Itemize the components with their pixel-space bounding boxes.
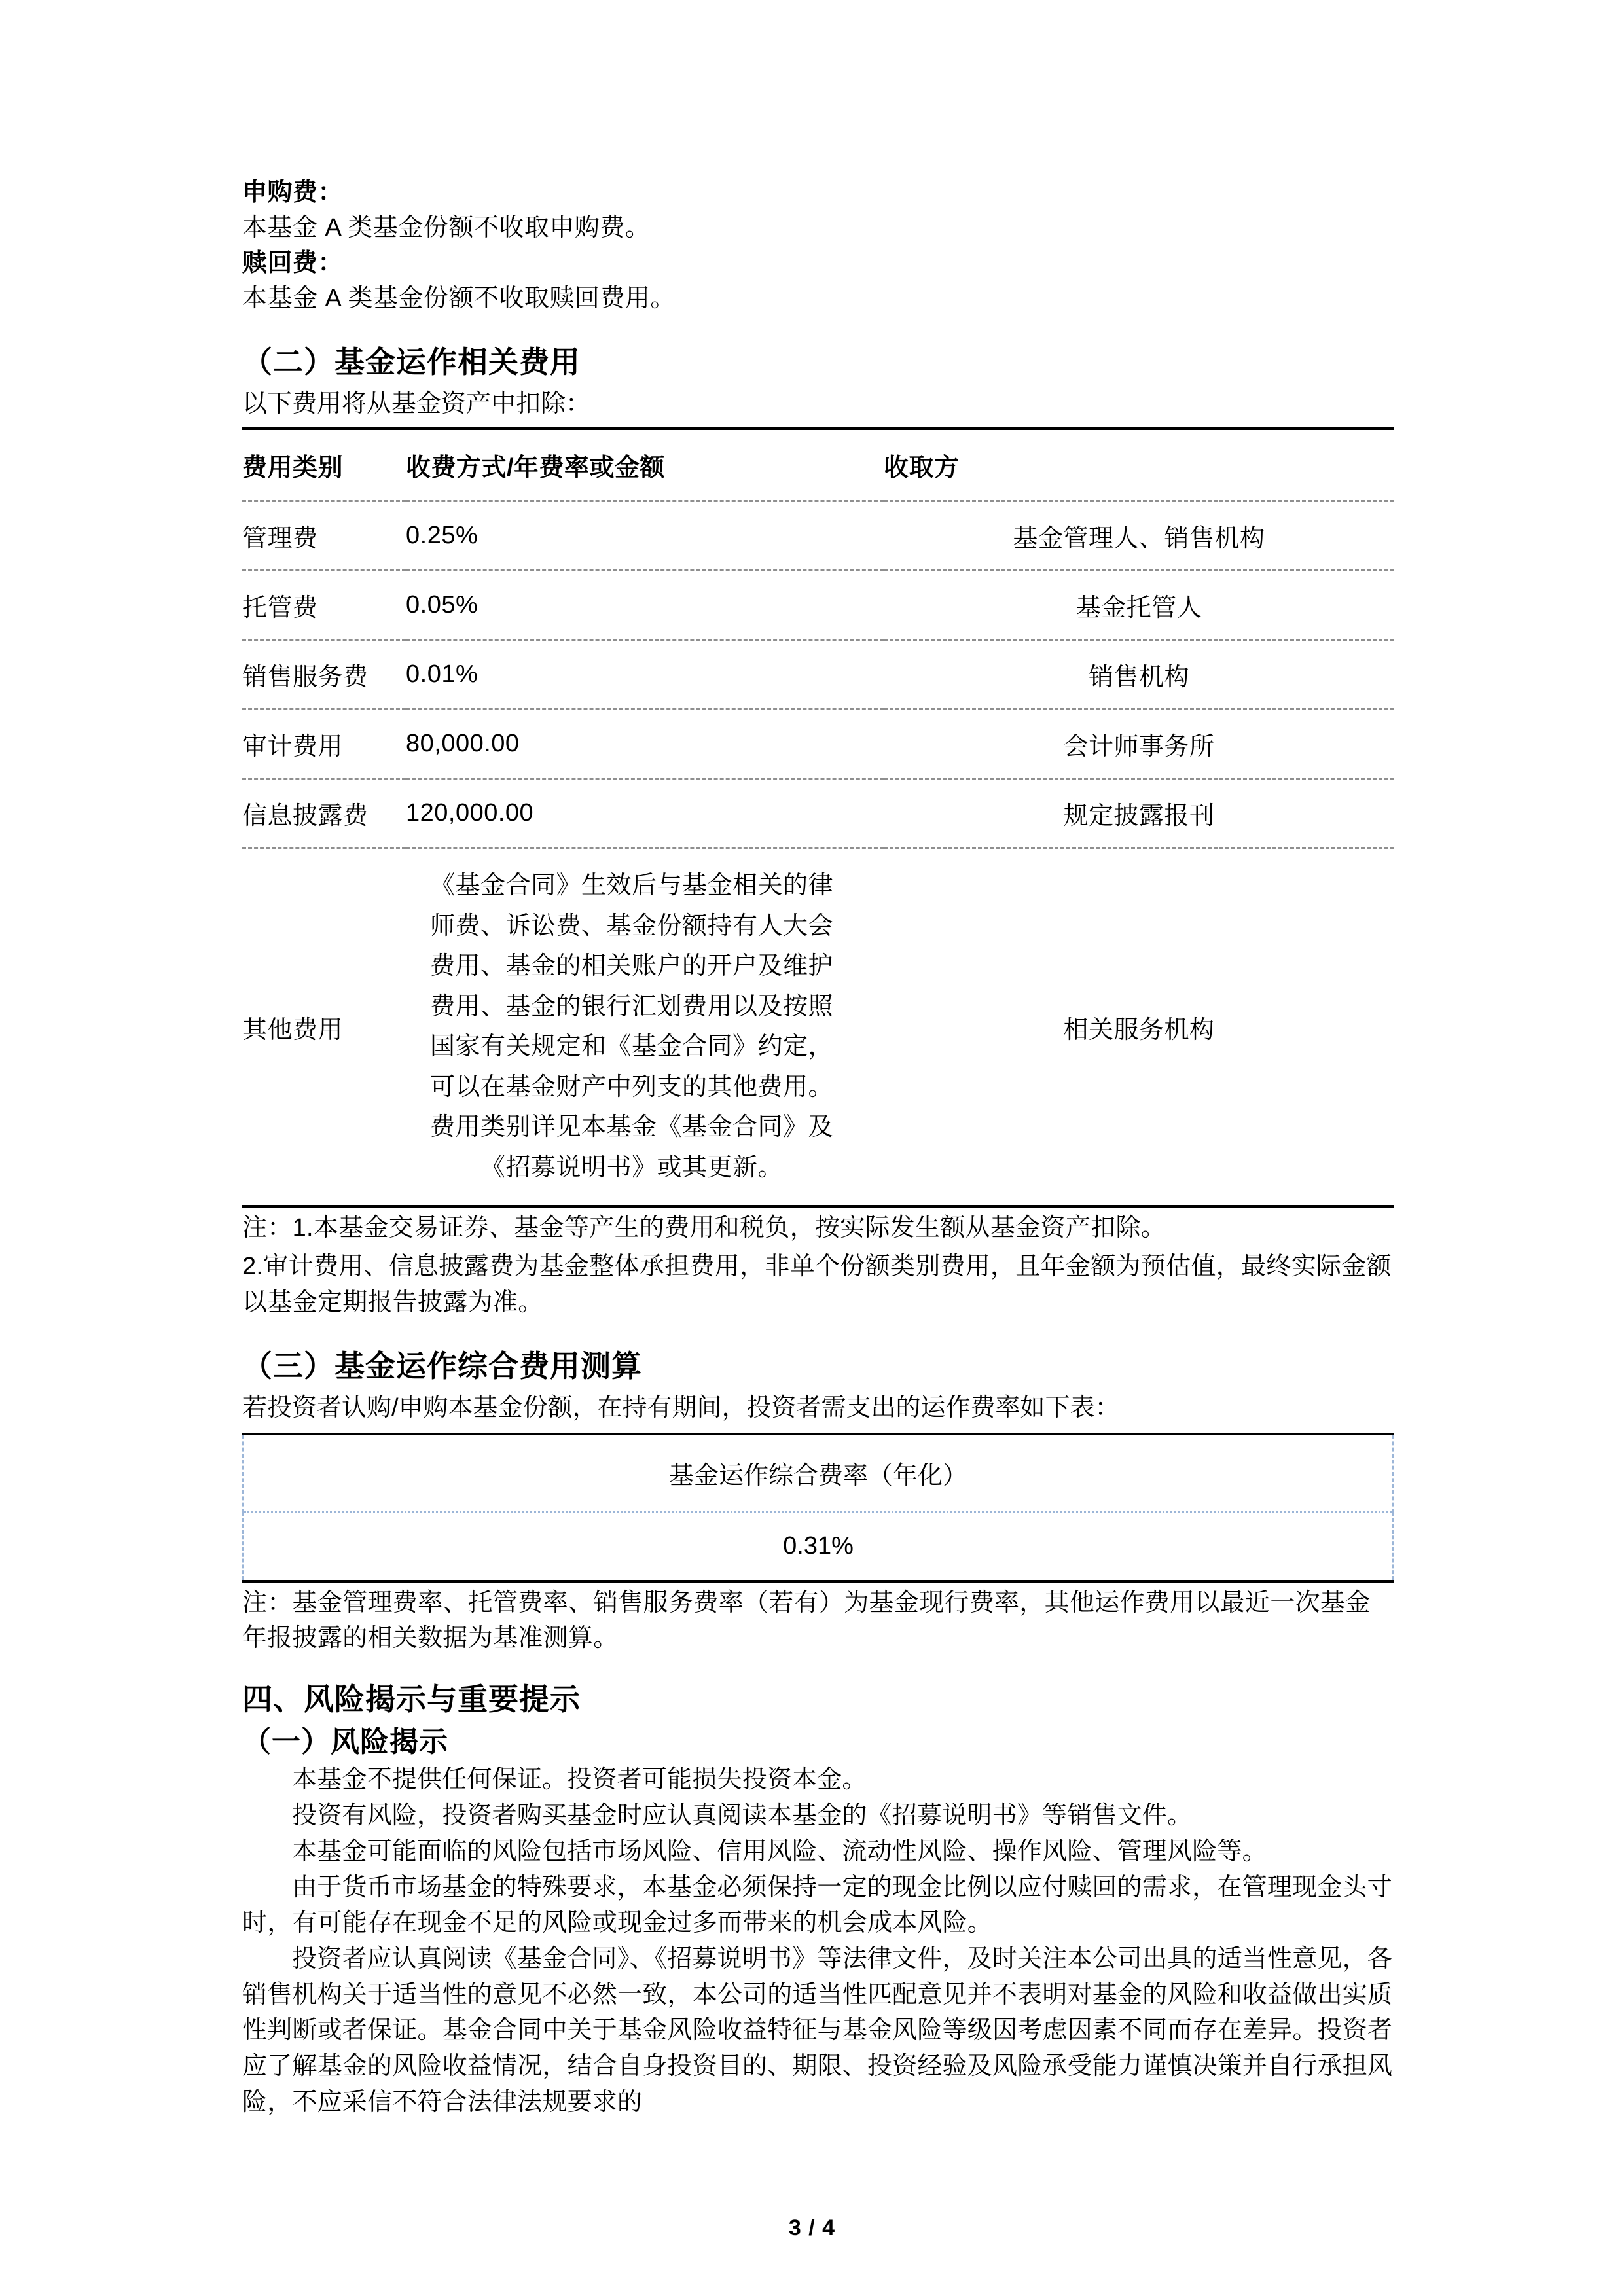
section-two-intro: 以下费用将从基金资产中扣除： <box>242 389 591 418</box>
page-number: 3 / 4 <box>788 2215 836 2240</box>
fee-rate-description <box>406 848 884 1207</box>
fee-desc-line: 费用类别详见本基金《基金合同》及 <box>429 1113 833 1141</box>
fee-intro-block <box>242 175 1394 317</box>
section-three-intro: 若投资者认购/申购本基金份额，在持有期间，投资者需支出的运作费率如下表： <box>242 1393 1120 1422</box>
composite-rate-table <box>242 1433 1394 1583</box>
fee-table-note-2: 2.审计费用、信息披露费为基金整体承担费用，非单个份额类别费用，且年金额为预估值，最终实际金额以基金定期报告披露为准。 <box>242 1253 1392 1316</box>
fee-desc-line: 费用、基金的银行汇划费用以及按照 <box>429 992 833 1020</box>
fee-category: 其他费用 <box>242 848 406 1207</box>
fee-payee: 基金托管人 <box>884 571 1394 640</box>
table-row <box>242 501 1394 571</box>
composite-rate-header: 基金运作综合费率（年化） <box>244 1434 1394 1512</box>
fee-rate: 0.05% <box>406 571 884 640</box>
fee-category: 审计费用 <box>242 709 406 779</box>
fee-table-header-rate: 收费方式/年费率或金额 <box>406 429 884 501</box>
fee-table-head <box>242 429 1394 501</box>
section-four-sub-heading: （一）风险揭示 <box>242 1726 448 1759</box>
fee-payee: 销售机构 <box>884 640 1394 709</box>
fee-desc-line: 可以在基金财产中列支的其他费用。 <box>429 1073 833 1101</box>
composite-rate-value-row <box>244 1511 1394 1581</box>
table-row <box>242 640 1394 709</box>
section-three-heading: （三）基金运作综合费用测算 <box>242 1348 642 1383</box>
fee-table <box>242 427 1394 1208</box>
page-footer <box>0 2215 1624 2241</box>
table-row <box>242 571 1394 640</box>
fee-payee: 规定披露报刊 <box>884 779 1394 848</box>
risk-paragraph: 由于货币市场基金的特殊要求，本基金必须保持一定的现金比例以应付赎回的需求，在管理现金头寸时，有可能存在现金不足的风险或现金过多而带来的机会成本风险。 <box>242 1873 1392 1937</box>
fee-payee: 基金管理人、销售机构 <box>884 501 1394 571</box>
fee-category: 信息披露费 <box>242 779 406 848</box>
redemption-fee-label: 赎回费： <box>242 249 344 277</box>
risk-paragraph: 本基金不提供任何保证。投资者可能损失投资本金。 <box>292 1766 867 1794</box>
table-row-other-fees <box>242 848 1394 1207</box>
risk-paragraph: 投资者应认真阅读《基金合同》、《招募说明书》等法律文件，及时关注本公司出具的适当性意见，各销售机构关于适当性的意见不必然一致，本公司的适当性匹配意见并不表明对基金的风险和收益做出实质性判断或者保证。基金合同中关于基金风险收益特征与基金风险等级因考虑因素不同而存在差异。投资者应了解基金的风险收益情况，结合自身投资目的、期限、投资经验及风险承受能力谨慎决策并自行承担风险，不应采信不符合法律法规要求的 <box>242 1945 1393 2116</box>
fee-table-note-1: 注：1.本基金交易证券、基金等产生的费用和税负，按实际发生额从基金资产扣除。 <box>242 1214 1166 1242</box>
table-row <box>242 709 1394 779</box>
table-row <box>242 779 1394 848</box>
section-two-heading: （二）基金运作相关费用 <box>242 344 581 379</box>
subscription-fee-label: 申购费： <box>242 179 344 206</box>
risk-paragraph: 投资有风险，投资者购买基金时应认真阅读本基金的《招募说明书》等销售文件。 <box>292 1802 1193 1830</box>
fee-desc-line: 师费、诉讼费、基金份额持有人大会 <box>429 912 833 940</box>
fee-table-header-row <box>242 429 1394 501</box>
composite-rate-header-row <box>244 1434 1394 1512</box>
fee-category: 销售服务费 <box>242 640 406 709</box>
redemption-fee-text: 本基金 A 类基金份额不收取赎回费用。 <box>242 284 676 312</box>
fee-category: 管理费 <box>242 501 406 571</box>
fee-category: 托管费 <box>242 571 406 640</box>
fee-desc-line: 费用、基金的相关账户的开户及维护 <box>429 952 833 980</box>
risk-paragraph: 本基金可能面临的风险包括市场风险、信用风险、流动性风险、操作风险、管理风险等。 <box>292 1837 1267 1865</box>
fee-table-header-payee: 收取方 <box>884 429 1394 501</box>
fee-rate: 120,000.00 <box>406 779 884 848</box>
fee-rate: 0.01% <box>406 640 884 709</box>
risk-disclosure-body <box>242 1762 1394 2120</box>
fee-desc-line: 国家有关规定和《基金合同》约定， <box>429 1033 833 1061</box>
fee-payee: 相关服务机构 <box>884 848 1394 1207</box>
composite-rate-value: 0.31% <box>244 1511 1394 1581</box>
fee-rate: 0.25% <box>406 501 884 571</box>
fee-desc-line: 《招募说明书》或其更新。 <box>480 1153 783 1181</box>
fee-desc-line: 《基金合同》生效后与基金相关的律 <box>429 872 833 899</box>
fee-rate: 80,000.00 <box>406 709 884 779</box>
fee-table-body <box>242 501 1394 1207</box>
fee-payee: 会计师事务所 <box>884 709 1394 779</box>
composite-rate-note: 注：基金管理费率、托管费率、销售服务费率（若有）为基金现行费率，其他运作费用以最近一次基金年报披露的相关数据为基准测算。 <box>242 1588 1371 1653</box>
fee-table-header-category: 费用类别 <box>242 429 406 501</box>
section-four-heading: 四、风险揭示与重要提示 <box>242 1682 581 1717</box>
subscription-fee-text: 本基金 A 类基金份额不收取申购费。 <box>242 213 651 242</box>
